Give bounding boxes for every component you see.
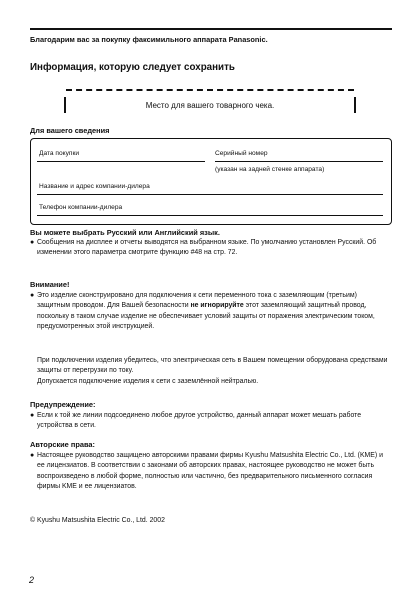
purchase-date-label: Дата покупки — [39, 150, 80, 157]
serial-note: (указан на задней стенке аппарата) — [215, 166, 325, 173]
page-number: 2 — [29, 575, 35, 585]
dealer-phone-line — [37, 215, 383, 216]
serial-number-label: Серийный номер — [215, 150, 268, 157]
reference-form — [30, 138, 392, 225]
language-text: Сообщения на дисплее и отчеты выводятся на выбранном языке. По умолчанию установлен Русский. Об изменении этого параметра смотрите функцию #48 на стр. 72. — [37, 239, 377, 257]
attention-text-emphasis: не игнорируйте — [190, 302, 244, 310]
dealer-name-address-line — [37, 194, 383, 195]
bullet-icon: ● — [30, 412, 35, 419]
warning-text: Если к той же линии подсоединено любое другое устройство, данный аппарат может мешать работе устройства в сети. — [37, 412, 362, 430]
copyright-notice: © Kyushu Matsushita Electric Co., Ltd. 2002 — [30, 517, 165, 524]
bullet-icon: ● — [30, 239, 35, 246]
attention-para-2: При подключении изделия убедитесь, что электрическая сеть в Вашем помещении оборудована средствами защиты от перегрузки по току. — [37, 357, 388, 375]
receipt-text: Место для вашего товарного чека. — [145, 101, 275, 110]
reference-heading: Для вашего сведения — [30, 126, 110, 135]
intro-text: Благодарим вас за покупку факсимильного аппарата Panasonic. — [30, 35, 268, 44]
attention-text-part2: этот заземляющий защитный провод, поскольку в таком случае изделие не обеспечивает условий защиты от поражения электрическим током, предусмотренных этой инструкцией. — [37, 302, 375, 331]
info-heading: Информация, которую следует сохранить — [30, 62, 235, 73]
receipt-placeholder-box — [66, 89, 354, 115]
bullet-icon: ● — [30, 452, 35, 459]
attention-text-part1: Это изделие сконструировано для подключения к сети переменного тока с заземляющим (третьим) защитным проводом. Для Вашей безопасности — [37, 292, 357, 310]
copyright-heading: Авторские права: — [30, 440, 95, 449]
top-rule — [30, 28, 392, 30]
language-heading: Вы можете выбрать Русский или Английский язык. — [30, 228, 220, 237]
receipt-right-bracket — [354, 97, 356, 113]
attention-text — [37, 291, 389, 333]
attention-para-3: Допускается подключение изделия к сети с заземлённой нейтралью. — [37, 378, 259, 385]
copyright-text: Настоящее руководство защищено авторскими правами фирмы Kyushu Matsushita Electric Co., Ltd. (KME) и ее лицензиатов. В соответствии с законами об авторских правах, настоящее руководство не может быть воспроизведено в любой форме, полностью или частично, без предварительного письменного согласия фирмы KME и ее лицензиатов. — [37, 452, 383, 491]
serial-number-line — [215, 161, 383, 162]
dealer-phone-label: Телефон компании-дилера — [39, 204, 123, 211]
attention-heading: Внимание! — [30, 280, 70, 289]
dealer-name-address-label: Название и адрес компании-дилера — [39, 183, 150, 190]
purchase-date-line — [37, 161, 205, 162]
warning-heading: Предупреждение: — [30, 400, 96, 409]
bullet-icon: ● — [30, 292, 35, 299]
